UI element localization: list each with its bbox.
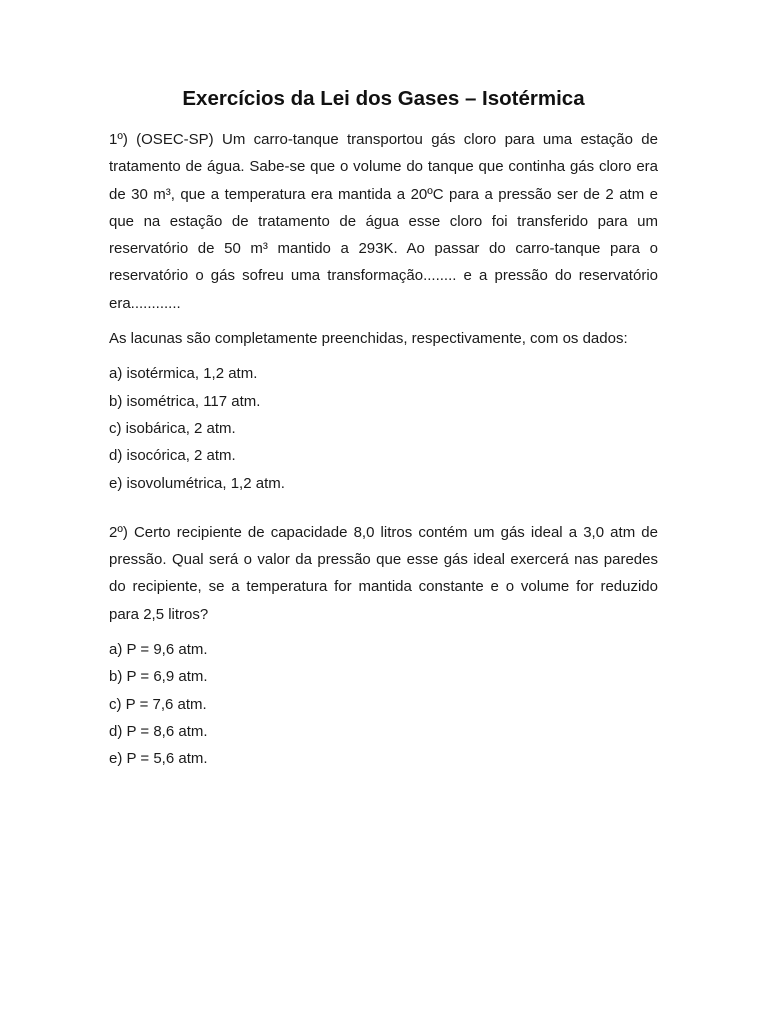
document-title: Exercícios da Lei dos Gases – Isotérmica bbox=[182, 87, 585, 110]
option-a: a) isotérmica, 1,2 atm. bbox=[109, 365, 258, 383]
question-1-instruction: As lacunas são completamente preenchidas, respectivamente, com os dados: bbox=[109, 330, 628, 348]
option-b: b) P = 6,9 atm. bbox=[109, 668, 208, 686]
option-c: c) P = 7,6 atm. bbox=[109, 695, 207, 713]
question-spacer bbox=[109, 497, 658, 519]
option-b: b) isométrica, 117 atm. bbox=[109, 392, 261, 410]
question-1-options bbox=[109, 360, 658, 496]
option-d: d) isocórica, 2 atm. bbox=[109, 447, 236, 465]
question-1-text: 1º) (OSEC-SP) Um carro-tanque transportou gás cloro para uma estação de tratamento de água. Sabe-se que o volume do tanque que continha gás cloro era de 30 m³, que a temperatura era mantida a 20ºC para a pressão ser de 2 atm e que na estação de tratamento de água esse cloro foi transferido para um reservatório de 50 m³ mantido a 293K. Ao passar do carro-tanque para o reservatório o gás sofreu uma transformação........ e a pressão do reservatório era............ bbox=[109, 131, 658, 312]
question-2-text: 2º) Certo recipiente de capacidade 8,0 litros contém um gás ideal a 3,0 atm de pressão. Qual será o valor da pressão que esse gás ideal exercerá nas paredes do recipiente, se a temperatura for mantida constante e o volume for reduzido para 2,5 litros? bbox=[109, 523, 658, 623]
option-e: e) isovolumétrica, 1,2 atm. bbox=[109, 474, 285, 492]
question-2 bbox=[109, 519, 658, 773]
question-2-options bbox=[109, 636, 658, 772]
question-1 bbox=[109, 126, 658, 497]
option-c: c) isobárica, 2 atm. bbox=[109, 419, 236, 437]
option-a: a) P = 9,6 atm. bbox=[109, 641, 208, 659]
document-page bbox=[109, 84, 658, 773]
option-e: e) P = 5,6 atm. bbox=[109, 750, 208, 768]
option-d: d) P = 8,6 atm. bbox=[109, 722, 208, 740]
